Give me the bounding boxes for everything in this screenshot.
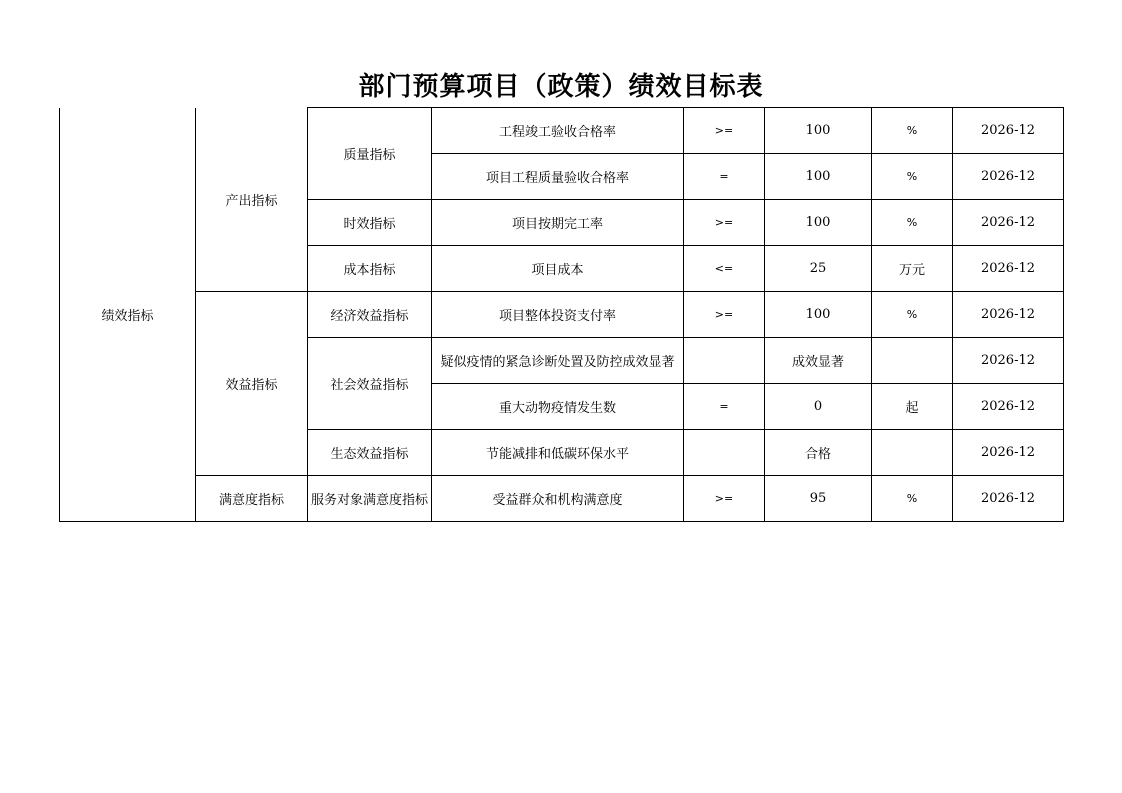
value-cell: 25 [765,246,872,292]
indicator-name: 项目工程质量验收合格率 [432,154,684,200]
level2-cell: 效益指标 [196,292,308,476]
level3-cell: 服务对象满意度指标 [308,476,432,522]
date-cell: 2026-12 [953,292,1064,338]
operator-cell [684,338,765,384]
unit-cell: % [872,154,953,200]
indicator-name: 受益群众和机构满意度 [432,476,684,522]
table-row [60,292,1064,338]
date-cell: 2026-12 [953,154,1064,200]
operator-cell: = [684,384,765,430]
date-cell: 2026-12 [953,338,1064,384]
indicator-name: 疑似疫情的紧急诊断处置及防控成效显著 [432,338,684,384]
indicator-name: 项目按期完工率 [432,200,684,246]
operator-cell: = [684,154,765,200]
level3-cell: 经济效益指标 [308,292,432,338]
level3-cell: 质量指标 [308,108,432,200]
level3-cell: 生态效益指标 [308,430,432,476]
operator-cell: >= [684,292,765,338]
level2-cell: 产出指标 [196,108,308,292]
value-cell: 100 [765,154,872,200]
value-cell: 成效显著 [765,338,872,384]
operator-cell: >= [684,108,765,154]
operator-cell: >= [684,476,765,522]
unit-cell: % [872,292,953,338]
value-cell: 100 [765,292,872,338]
level2-cell: 满意度指标 [196,476,308,522]
indicator-name: 项目成本 [432,246,684,292]
table-row [60,108,1064,154]
unit-cell: % [872,108,953,154]
unit-cell: % [872,200,953,246]
value-cell: 合格 [765,430,872,476]
date-cell: 2026-12 [953,246,1064,292]
operator-cell: <= [684,246,765,292]
indicator-name: 项目整体投资支付率 [432,292,684,338]
indicator-name: 工程竣工验收合格率 [432,108,684,154]
date-cell: 2026-12 [953,384,1064,430]
date-cell: 2026-12 [953,430,1064,476]
page-title: 部门预算项目（政策）绩效目标表 [358,72,764,102]
date-cell: 2026-12 [953,200,1064,246]
date-cell: 2026-12 [953,476,1064,522]
level3-cell: 时效指标 [308,200,432,246]
unit-cell [872,430,953,476]
date-cell: 2026-12 [953,108,1064,154]
value-cell: 100 [765,200,872,246]
unit-cell: % [872,476,953,522]
value-cell: 95 [765,476,872,522]
unit-cell: 起 [872,384,953,430]
value-cell: 100 [765,108,872,154]
level1-cell: 绩效指标 [60,108,196,522]
level3-cell: 社会效益指标 [308,338,432,430]
operator-cell [684,430,765,476]
indicator-name: 重大动物疫情发生数 [432,384,684,430]
performance-table [59,107,1064,522]
unit-cell: 万元 [872,246,953,292]
indicator-name: 节能减排和低碳环保水平 [432,430,684,476]
table-row [60,476,1064,522]
unit-cell [872,338,953,384]
operator-cell: >= [684,200,765,246]
level3-cell: 成本指标 [308,246,432,292]
value-cell: 0 [765,384,872,430]
